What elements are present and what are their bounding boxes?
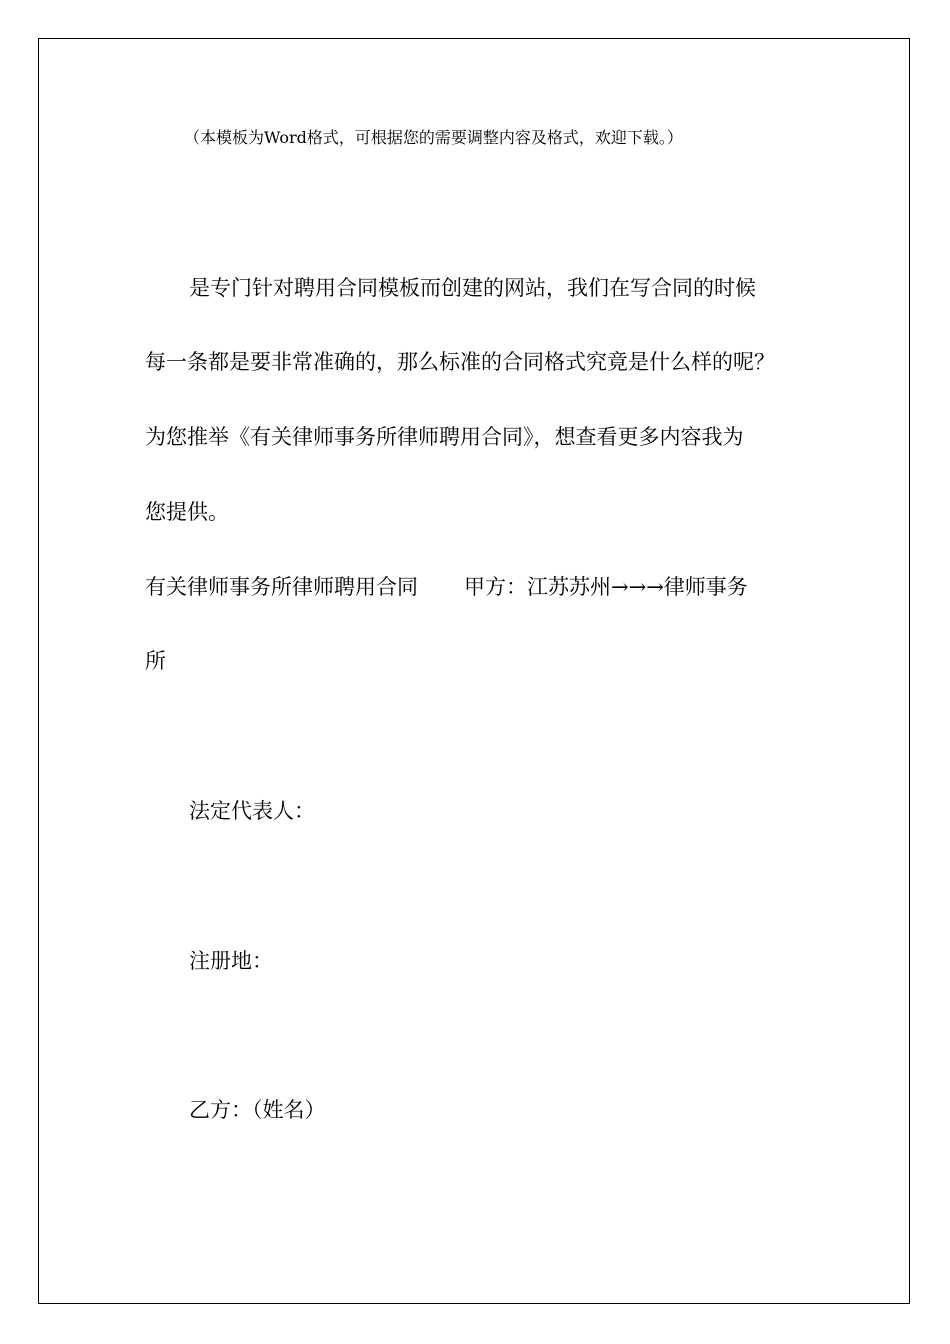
party-a-label-continued: 所 xyxy=(145,649,166,673)
party-b-label: 乙方：（姓名） xyxy=(189,1098,326,1122)
template-note: （本模板为Word格式，可根据您的需要调整内容及格式，欢迎下载。） xyxy=(184,128,683,147)
contract-title-line xyxy=(145,577,748,598)
intro-line-4: 您提供。 xyxy=(145,500,229,524)
intro-line-2: 每一条都是要非常准确的，那么标准的合同格式究竟是什么样的呢？ xyxy=(145,350,775,374)
registered-address-label: 注册地： xyxy=(189,949,273,973)
page-border xyxy=(38,38,910,1304)
party-a-label: 甲方：江苏苏州→→→律师事务 xyxy=(464,575,748,599)
contract-title: 有关律师事务所律师聘用合同 xyxy=(145,575,418,599)
intro-line-1: 是专门针对聘用合同模板而创建的网站，我们在写合同的时候 xyxy=(189,276,756,300)
intro-line-3: 为您推举《有关律师事务所律师聘用合同》，想查看更多内容我为 xyxy=(145,425,744,449)
legal-representative-label: 法定代表人： xyxy=(189,799,315,823)
